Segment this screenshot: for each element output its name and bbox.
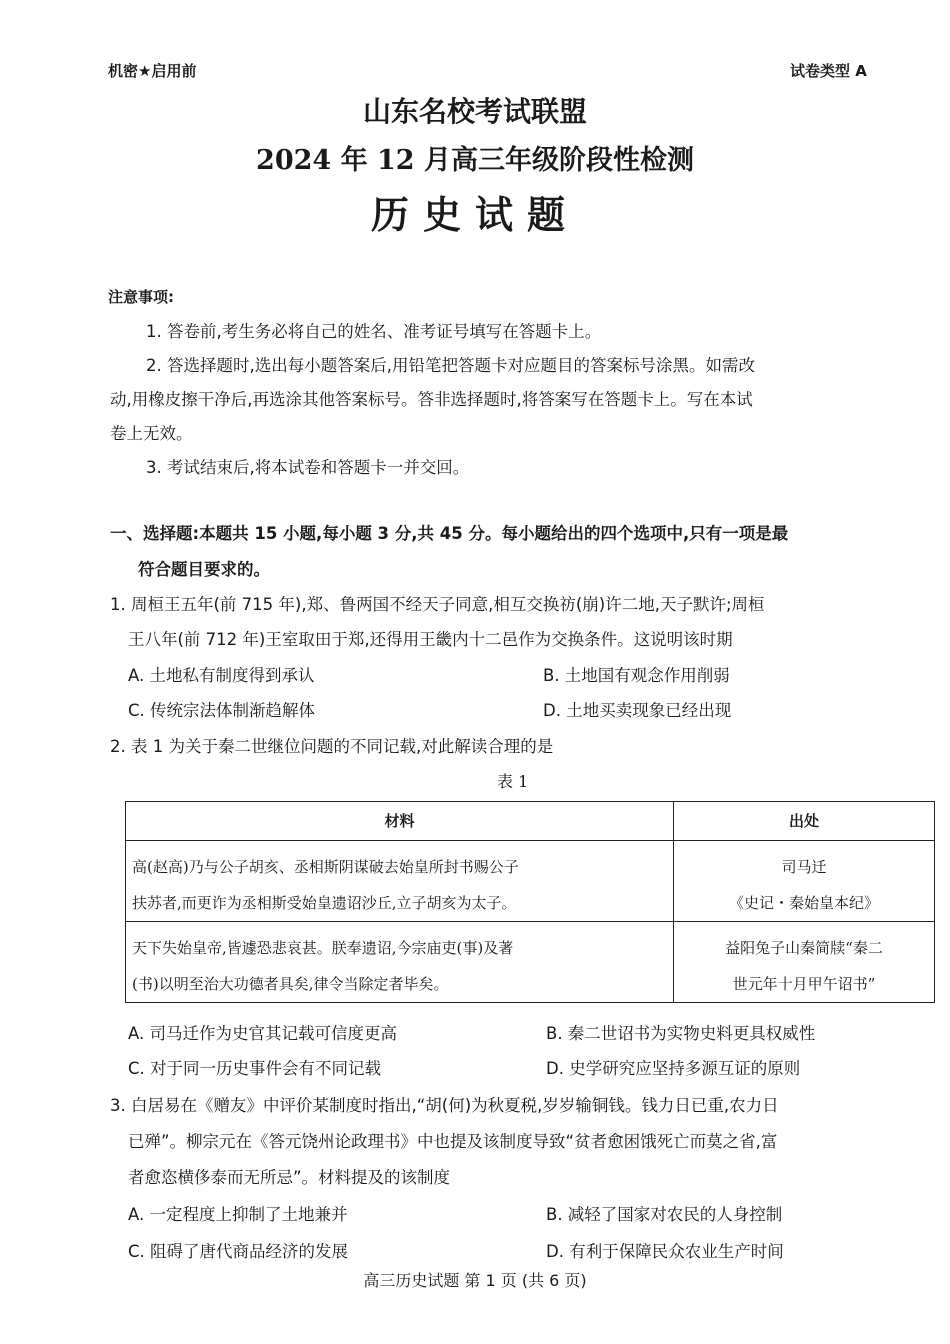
table-row-2-source xyxy=(674,922,935,1003)
q1-option-d: D. 土地买卖现象已经出现 xyxy=(543,701,732,720)
exam-union-title: 山东名校考试联盟 xyxy=(362,95,587,128)
row-2-material-line-1: 天下失始皇帝,皆遽恐悲哀甚。朕奉遗诏,今宗庙吏(事)及著 xyxy=(132,939,514,957)
row-2-material-line-2: (书)以明至治大功德者具矣,律令当除定者毕矣。 xyxy=(132,975,449,993)
row-2-source-line-1: 益阳兔子山秦简牍“秦二 xyxy=(725,939,883,957)
q1-stem-line-2: 王八年(前 712 年)王室取田于郑,还得用王畿内十二邑作为交换条件。这说明该时期 xyxy=(128,630,733,649)
q3-option-c: C. 阻碍了唐代商品经济的发展 xyxy=(128,1242,349,1261)
q2-option-b: B. 秦二世诏书为实物史料更具权威性 xyxy=(546,1024,816,1043)
note-2-line-1: 2. 答选择题时,选出每小题答案后,用铅笔把答题卡对应题目的答案标号涂黑。如需改 xyxy=(146,356,755,375)
exam-session-title: 2024 年 12 月高三年级阶段性检测 xyxy=(256,145,694,176)
table-row-1-material xyxy=(126,841,674,922)
subject-title: 历史试题 xyxy=(370,192,579,237)
row-1-material-line-2: 扶苏者,而更诈为丞相斯受始皇遗诏沙丘,立子胡亥为太子。 xyxy=(132,894,517,912)
q2-option-a: A. 司马迁作为史官其记载可信度更高 xyxy=(128,1024,397,1043)
q3-option-a: A. 一定程度上抑制了土地兼并 xyxy=(128,1205,348,1224)
q2-option-c: C. 对于同一历史事件会有不同记载 xyxy=(128,1059,382,1078)
confidential-mark: 机密★启用前 xyxy=(108,62,197,80)
note-2-line-2: 动,用橡皮擦干净后,再选涂其他答案标号。答非选择题时,将答案写在答题卡上。写在本试 xyxy=(110,390,753,409)
table-row-1-source xyxy=(674,841,935,922)
q3-option-d: D. 有利于保障民众农业生产时间 xyxy=(546,1242,784,1261)
table-row-2-material xyxy=(126,922,674,1003)
q2-option-d: D. 史学研究应坚持多源互证的原则 xyxy=(546,1059,801,1078)
q3-option-b: B. 减轻了国家对农民的人身控制 xyxy=(546,1205,783,1224)
row-1-source-line-1: 司马迁 xyxy=(781,858,827,876)
note-2-line-3: 卷上无效。 xyxy=(110,424,193,443)
row-1-source-line-2: 《史记・秦始皇本纪》 xyxy=(728,894,879,912)
q2-stem: 2. 表 1 为关于秦二世继位问题的不同记载,对此解读合理的是 xyxy=(110,737,554,756)
note-3: 3. 考试结束后,将本试卷和答题卡一并交回。 xyxy=(146,458,470,477)
q1-option-c: C. 传统宗法体制渐趋解体 xyxy=(128,701,316,720)
page-footer: 高三历史试题 第 1 页 (共 6 页) xyxy=(363,1271,587,1290)
q3-stem-line-2: 已殚”。柳宗元在《答元饶州论政理书》中也提及该制度导致“贫者愈困饿死亡而莫之省,富 xyxy=(128,1132,778,1151)
q1-option-b: B. 土地国有观念作用削弱 xyxy=(543,666,730,685)
section-1-heading: 一、选择题:本题共 15 小题,每小题 3 分,共 45 分。每小题给出的四个选项中,只有一项是最 xyxy=(110,524,789,543)
q3-stem-line-1: 3. 白居易在《赠友》中评价某制度时指出,“胡(何)为秋夏税,岁岁输铜钱。钱力日已重,农力日 xyxy=(110,1096,779,1115)
paper-type: 试卷类型 A xyxy=(790,62,867,80)
row-2-source-line-2: 世元年十月甲午诏书” xyxy=(732,975,876,993)
row-1-material-line-1: 高(赵高)乃与公子胡亥、丞相斯阴谋破去始皇所封书赐公子 xyxy=(132,858,519,876)
note-1: 1. 答卷前,考生务必将自己的姓名、准考证号填写在答题卡上。 xyxy=(146,322,602,341)
section-1-heading-cont: 符合题目要求的。 xyxy=(138,560,270,579)
q1-stem-line-1: 1. 周桓王五年(前 715 年),郑、鲁两国不经天子同意,相互交换祊(崩)许二地,天子默许;周桓 xyxy=(110,595,765,614)
source-table xyxy=(125,801,935,1003)
q1-option-a: A. 土地私有制度得到承认 xyxy=(128,666,315,685)
table-caption: 表 1 xyxy=(497,772,529,791)
notes-heading: 注意事项: xyxy=(108,288,174,306)
q3-stem-line-3: 者愈恣横侈泰而无所忌”。材料提及的该制度 xyxy=(128,1168,451,1187)
table-header-material: 材料 xyxy=(126,802,674,841)
table-header-source: 出处 xyxy=(674,802,935,841)
